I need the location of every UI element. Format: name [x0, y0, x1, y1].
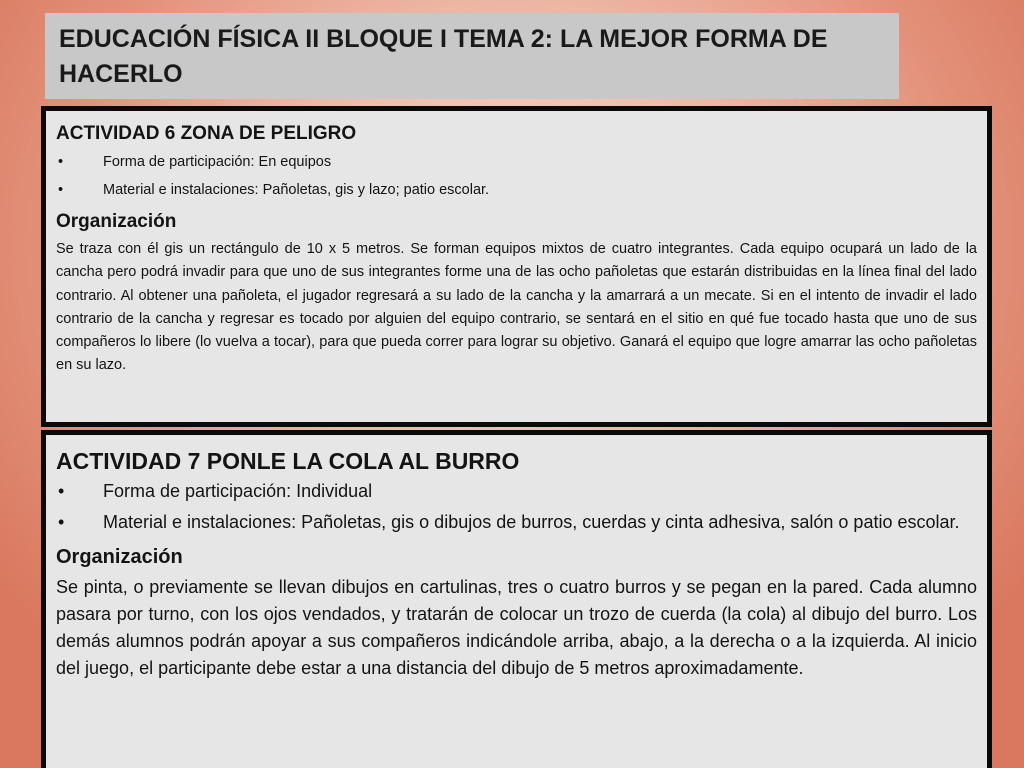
activity-6-heading: ACTIVIDAD 6 ZONA DE PELIGRO [56, 123, 357, 144]
activity-7-panel [41, 430, 992, 768]
list-item [56, 148, 977, 176]
bullet-text: Material e instalaciones: Pañoletas, gis y lazo; patio escolar. [103, 182, 490, 198]
bullet-icon: • [58, 481, 65, 501]
bullet-icon: • [58, 182, 64, 198]
bullet-icon: • [58, 512, 65, 532]
title-banner [45, 13, 899, 99]
activity-6-panel [41, 106, 992, 427]
bullet-text: Material e instalaciones: Pañoletas, gis o dibujos de burros, cuerdas y cinta adhesiva, salón o patio escolar. [103, 512, 960, 532]
activity-7-organization-text: Se pinta, o previamente se llevan dibujos en cartulinas, tres o cuatro burros y se pegan en la pared. Cada alumno pasara por turno, con los ojos vendados, y tratarán de colocar un trozo de cuerda (la cola) al dibujo del burro. Los demás alumnos podrán apoyar a sus compañeros indicándole arriba, abajo, a la derecha o a la izquierda. Al inicio del juego, el participante debe estar a una distancia del dibujo de 5 metros aproximadamente. [56, 577, 977, 678]
activity-6-bullet-list [56, 148, 977, 204]
activity-7-bullet-list [56, 478, 977, 536]
list-item [56, 478, 977, 505]
activity-6-organization-heading: Organización [56, 211, 177, 232]
list-item [56, 176, 977, 204]
activity-7-organization-heading: Organización [56, 546, 183, 568]
activity-6-organization-text: Se traza con él gis un rectángulo de 10 x 5 metros. Se forman equipos mixtos de cuatro integrantes. Cada equipo ocupará un lado de la cancha pero podrá invadir para que uno de sus integrantes forme una de las ocho pañoletas que estarán distribuidas en la línea final del lado contrario. Al obtener una pañoleta, el jugador regresará a su lado de la cancha y la amarrará a un mecate. Si en el intento de invadir el lado contrario de la cancha y regresar es tocado por alguien del equipo contrario, se sentará en el sitio en qué fue tocado hasta que uno de sus compañeros lo libere (lo vuelva a tocar), para que pueda correr para lograr su objetivo. Ganará el equipo que logre amarrar las ocho pañoletas en su lazo. [56, 241, 977, 374]
bullet-text: Forma de participación: Individual [103, 481, 373, 501]
bullet-icon: • [58, 154, 64, 170]
slide-title: EDUCACIÓN FÍSICA II BLOQUE I TEMA 2: LA MEJOR FORMA DE HACERLO [59, 25, 828, 88]
bullet-text: Forma de participación: En equipos [103, 154, 332, 170]
activity-7-heading: ACTIVIDAD 7 PONLE LA COLA AL BURRO [56, 448, 520, 474]
list-item [56, 509, 977, 536]
